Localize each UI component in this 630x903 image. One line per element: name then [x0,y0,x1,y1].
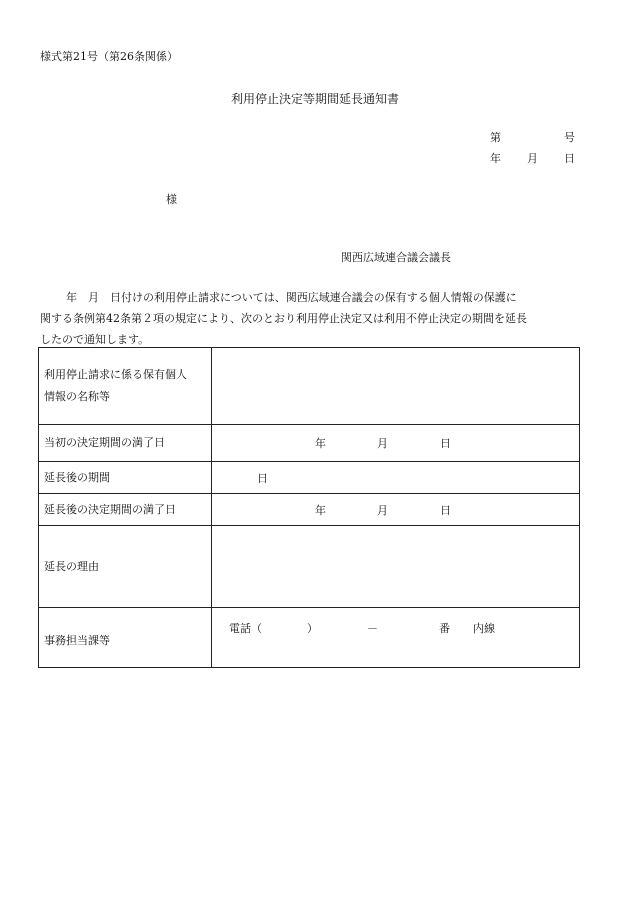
table-row-info-name [39,348,580,425]
phone-dash: － [367,621,378,635]
date-day: 日 [564,152,575,165]
phone-number-suffix: 番 [439,621,450,635]
table-row-extension-reason [39,526,580,608]
date-month: 月 [527,152,538,165]
phone-label: 電話（ [229,621,262,635]
table-row-extension-period [39,462,580,494]
value-contact[interactable] [212,608,580,668]
original-deadline-year: 年 [315,437,326,450]
sender-name: 関西広域連合議会議長 [341,251,451,264]
value-extension-period[interactable] [212,462,580,494]
value-extended-deadline[interactable] [212,494,580,526]
body-text-line-3: したので通知します。 [40,333,150,346]
extension-period-day: 日 [257,471,268,485]
body-text-line-1: 年 月 日付けの利用停止請求については、関西広域連合議会の保有する個人情報の保護に [66,291,517,304]
table-row-extended-deadline [39,494,580,526]
value-extension-reason[interactable] [212,526,580,608]
date-year: 年 [490,152,501,165]
label-contact: 事務担当課等 [39,608,212,668]
label-info-name-line-1: 利用停止請求に係る保有個人 [44,368,187,381]
doc-number-prefix: 第 [490,131,501,144]
value-info-name[interactable] [212,348,580,425]
label-info-name-line-2: 情報の名称等 [44,390,110,403]
label-extension-period: 延長後の期間 [39,462,212,494]
original-deadline-month: 月 [377,437,388,450]
label-original-deadline: 当初の決定期間の満了日 [39,425,212,462]
extension-label: 内線 [473,621,495,635]
addressee-honorific: 様 [166,193,177,206]
body-text-line-2: 関する条例第42条第２項の規定により、次のとおり利用停止決定又は利用不停止決定の期間を延長 [40,312,527,325]
label-info-name [39,348,212,425]
doc-number-suffix: 号 [564,131,575,144]
label-extended-deadline: 延長後の決定期間の満了日 [39,494,212,526]
extended-deadline-month: 月 [377,503,388,517]
phone-paren-close: ） [307,621,318,635]
extended-deadline-day: 日 [440,503,451,517]
form-number: 様式第21号（第26条関係） [40,50,178,63]
table-row-contact [39,608,580,668]
table-row-original-deadline [39,425,580,462]
info-table [38,347,580,668]
original-deadline-day: 日 [440,437,451,450]
document-title: 利用停止決定等期間延長通知書 [230,92,399,106]
value-original-deadline[interactable] [212,425,580,462]
label-extension-reason: 延長の理由 [39,526,212,608]
extended-deadline-year: 年 [315,503,326,517]
